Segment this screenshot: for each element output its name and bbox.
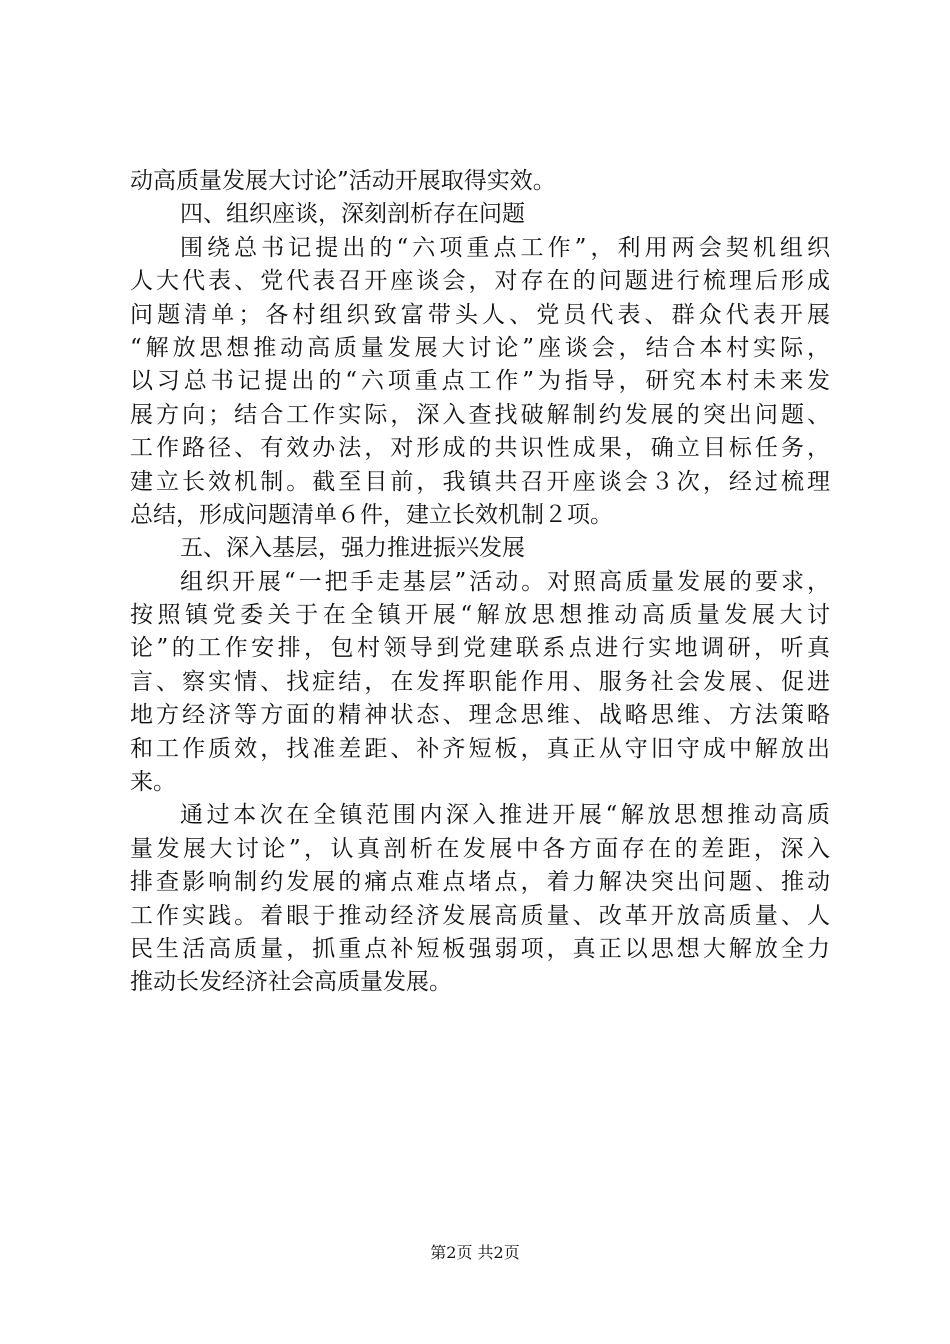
- text-line: 工作实践。着眼于推动经济发展高质量、改革开放高质量、人: [130, 902, 830, 929]
- text-line: 量发展大讨论”，认真剖析在发展中各方面存在的差距，深入: [130, 835, 830, 862]
- text-line: “解放思想推动高质量发展大讨论”座谈会，结合本村实际，: [130, 334, 830, 361]
- text-line: 通过本次在全镇范围内深入推进开展“解放思想推动高质: [180, 802, 830, 829]
- document-body: [130, 165, 830, 1000]
- text-line: 按照镇党委关于在全镇开展“解放思想推动高质量发展大讨: [130, 602, 830, 629]
- text-line: 四、组织座谈，深刻剖析存在问题: [180, 201, 525, 228]
- text-line: 建立长效机制。截至目前，我镇共召开座谈会３次，经过梳理: [130, 468, 830, 495]
- text-line: 论”的工作安排，包村领导到党建联系点进行实地调研，听真: [130, 635, 830, 662]
- text-line: 言、察实情、找症结，在发挥职能作用、服务社会发展、促进: [130, 668, 830, 695]
- text-line: 和工作质效，找准差距、补齐短板，真正从守旧守成中解放出: [130, 735, 830, 762]
- text-line: 以习总书记提出的“六项重点工作”为指导，研究本村未来发: [130, 368, 830, 395]
- text-line: 排查影响制约发展的痛点难点堵点，着力解决突出问题、推动: [130, 869, 830, 896]
- text-line: 来。: [130, 769, 176, 796]
- text-line: 民生活高质量，抓重点补短板强弱项，真正以思想大解放全力: [130, 935, 830, 962]
- text-line: 动高质量发展大讨论”活动开展取得实效。: [130, 168, 556, 194]
- text-line: 推动长发经济社会高质量发展。: [130, 969, 452, 996]
- text-line: 人大代表、党代表召开座谈会，对存在的问题进行梳理后形成: [130, 268, 830, 295]
- page-number-footer: 第2页 共2页: [430, 1243, 520, 1262]
- text-line: 问题清单；各村组织致富带头人、党员代表、群众代表开展: [130, 301, 830, 328]
- text-line: 围绕总书记提出的“六项重点工作”，利用两会契机组织: [180, 234, 830, 261]
- text-line: 五、深入基层，强力推进振兴发展: [180, 535, 525, 562]
- text-line: 展方向；结合工作实际，深入查找破解制约发展的突出问题、: [130, 401, 830, 428]
- text-line: 地方经济等方面的精神状态、理念思维、战略思维、方法策略: [130, 702, 830, 729]
- text-line: 组织开展“一把手走基层”活动。对照高质量发展的要求，: [180, 568, 830, 595]
- text-line: 总结，形成问题清单６件，建立长效机制２项。: [130, 501, 613, 528]
- text-line: 工作路径、有效办法，对形成的共识性成果，确立目标任务，: [130, 435, 830, 462]
